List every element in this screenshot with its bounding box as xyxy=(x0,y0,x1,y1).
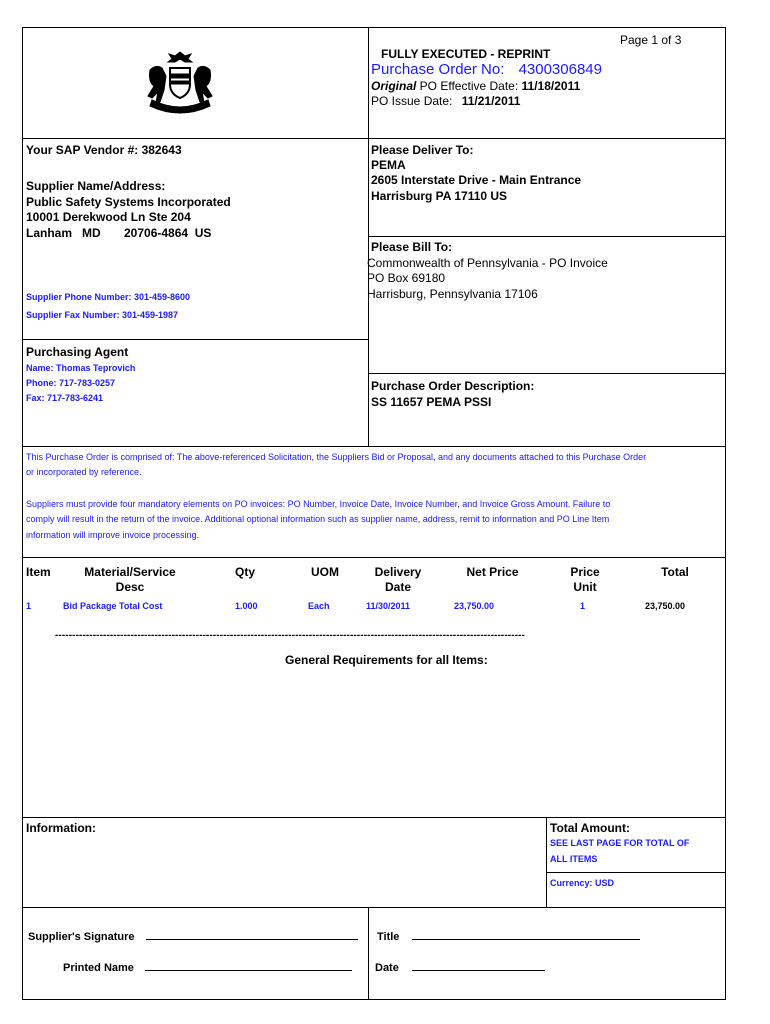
invoice-note-line-1: Suppliers must provide four mandatory elements on PO invoices: PO Number, Invoice Date, Invoice Number, and Invoice Gross Amount. Failure to xyxy=(26,499,611,509)
col-header-material-line1: Material/Service xyxy=(84,565,176,579)
po-number-label: Purchase Order No: xyxy=(371,61,505,78)
supplier-signature-field[interactable] xyxy=(146,929,358,940)
sap-vendor-number: Your SAP Vendor #: 382643 xyxy=(26,143,182,157)
po-description-text: SS 11657 PEMA PSSI xyxy=(371,395,492,409)
status-title: FULLY EXECUTED - REPRINT xyxy=(381,47,551,61)
deliver-line-3: Harrisburg PA 17110 US xyxy=(371,189,508,203)
supplier-address-1: 10001 Derekwood Ln Ste 204 xyxy=(26,210,191,224)
terms-note-line-1: This Purchase Order is comprised of: The above-referenced Solicitation, the Suppliers Bid or Proposal, and any documents attached to this Purchase Order xyxy=(26,452,647,462)
page-number: Page 1 of 3 xyxy=(620,33,682,47)
printed-name-row xyxy=(63,960,352,974)
bill-line-2: PO Box 69180 xyxy=(367,271,446,285)
issue-label: PO Issue Date: xyxy=(371,94,456,108)
agent-name: Name: Thomas Teprovich xyxy=(26,363,136,373)
dashed-separator: ----------------------------------------------------------------------------------------------------------------------------------------- xyxy=(55,630,525,641)
header-bottom xyxy=(22,138,726,139)
row-desc: Bid Package Total Cost xyxy=(63,601,163,611)
bill-to-title: Please Bill To: xyxy=(371,240,453,254)
terms-note-line-2: or incorporated by reference. xyxy=(26,467,142,477)
footer-top xyxy=(22,817,726,818)
title-label: Title xyxy=(377,931,400,943)
deliver-to-title: Please Deliver To: xyxy=(371,143,474,157)
footer-divider xyxy=(546,817,547,907)
frame-top xyxy=(22,27,726,28)
information-label: Information: xyxy=(26,821,96,835)
date-label: Date xyxy=(375,962,399,974)
col-header-material xyxy=(70,565,190,595)
po-number-line xyxy=(371,61,602,78)
address-section-bottom xyxy=(22,446,726,447)
vendor-bottom xyxy=(22,339,369,340)
title-field[interactable] xyxy=(412,929,640,940)
frame-bottom xyxy=(22,999,726,1000)
deliver-line-1: PEMA xyxy=(371,158,406,172)
printed-name-field[interactable] xyxy=(145,960,352,971)
purchasing-agent-title: Purchasing Agent xyxy=(26,345,129,359)
supplier-signature-row xyxy=(28,929,358,943)
invoice-note-line-2: comply will result in the return of the invoice. Additional optional information such as supplier name, address, remit to information and PO Line Item xyxy=(26,514,610,524)
col-header-delivery-line1: Delivery xyxy=(374,565,422,579)
bill-bottom xyxy=(368,373,726,374)
currency: Currency: USD xyxy=(550,878,615,888)
row-uom: Each xyxy=(308,601,330,611)
supplier-phone: Supplier Phone Number: 301-459-8600 xyxy=(26,292,191,302)
title-row xyxy=(377,929,640,943)
date-field[interactable] xyxy=(412,960,545,971)
effective-date: 11/18/2011 xyxy=(521,79,581,93)
po-number: 4300306849 xyxy=(518,61,602,78)
col-header-uom: UOM xyxy=(311,565,339,579)
supplier-address-2: Lanham MD 20706-4864 US xyxy=(26,226,212,240)
col-header-item: Item xyxy=(26,565,51,579)
row-price-unit: 1 xyxy=(580,601,586,611)
date-row xyxy=(375,960,545,974)
printed-name-label: Printed Name xyxy=(63,962,134,974)
coat-of-arms-emblem xyxy=(140,48,220,114)
row-net-price: 23,750.00 xyxy=(454,601,495,611)
bill-line-3: Harrisburg, Pennsylvania 17106 xyxy=(367,287,538,301)
supplier-name: Public Safety Systems Incorporated xyxy=(26,195,231,209)
agent-phone: Phone: 717-783-0257 xyxy=(26,378,116,388)
agent-fax: Fax: 717-783-6241 xyxy=(26,393,104,403)
issue-date: 11/21/2011 xyxy=(461,94,521,108)
supplier-fax: Supplier Fax Number: 301-459-1987 xyxy=(26,310,179,320)
total-note-line-2: ALL ITEMS xyxy=(550,854,598,864)
bill-line-1: Commonwealth of Pennsylvania - PO Invoice xyxy=(367,256,608,270)
frame-right xyxy=(725,27,726,1000)
total-amount-label: Total Amount: xyxy=(550,821,630,835)
col-header-material-line2: Desc xyxy=(115,580,145,594)
row-date: 11/30/2011 xyxy=(366,601,411,611)
signature-divider xyxy=(368,907,369,999)
col-header-price-unit xyxy=(555,565,615,595)
effective-label: PO Effective Date: xyxy=(416,79,522,93)
row-item: 1 xyxy=(26,601,32,611)
col-header-net-price: Net Price xyxy=(466,565,519,579)
invoice-note-line-3: information will improve invoice processing. xyxy=(26,530,200,540)
col-header-total: Total xyxy=(661,565,689,579)
row-total: 23,750.00 xyxy=(645,601,686,611)
header-divider xyxy=(368,27,369,138)
supplier-signature-label: Supplier's Signature xyxy=(28,931,135,943)
deliver-bottom xyxy=(368,236,726,237)
po-effective-date-line xyxy=(371,79,580,93)
original-label: Original xyxy=(371,79,417,93)
currency-top xyxy=(546,872,726,873)
po-issue-date-line xyxy=(371,94,520,108)
col-header-delivery xyxy=(363,565,433,595)
col-header-qty: Qty xyxy=(234,565,255,579)
col-header-delivery-line2: Date xyxy=(384,580,411,594)
deliver-line-2: 2605 Interstate Drive - Main Entrance xyxy=(371,173,582,187)
notes-bottom xyxy=(22,557,726,558)
supplier-name-label: Supplier Name/Address: xyxy=(26,179,166,193)
po-description-title: Purchase Order Description: xyxy=(371,379,535,393)
col-header-price-line2: Unit xyxy=(573,580,597,594)
total-note-line-1: SEE LAST PAGE FOR TOTAL OF xyxy=(550,838,690,848)
general-requirements-title: General Requirements for all Items: xyxy=(285,653,488,667)
col-header-price-line1: Price xyxy=(570,565,600,579)
footer-bottom xyxy=(22,907,726,908)
frame-left xyxy=(22,27,23,1000)
row-qty: 1.000 xyxy=(235,601,258,611)
